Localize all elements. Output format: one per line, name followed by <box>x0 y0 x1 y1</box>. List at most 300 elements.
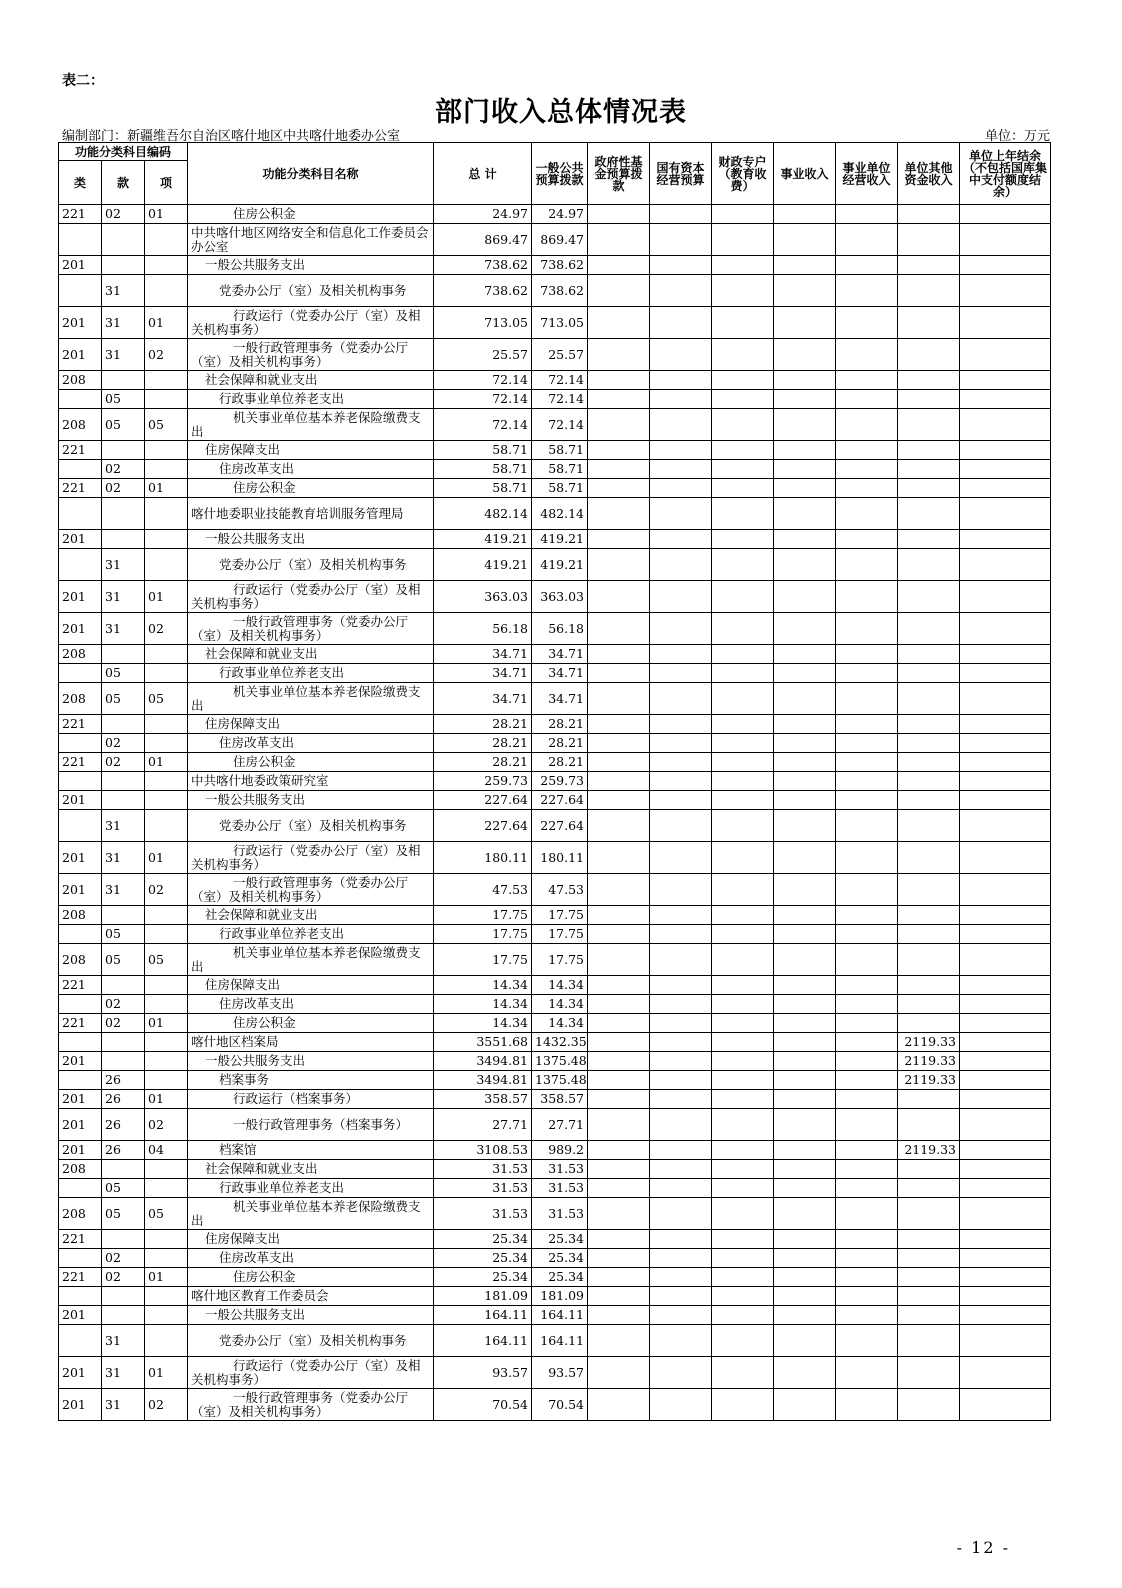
general-budget-value: 25.34 <box>532 1249 588 1268</box>
code-xiang <box>145 1287 188 1306</box>
general-budget-value: 31.53 <box>532 1198 588 1230</box>
gov-fund-value <box>588 256 650 275</box>
state-capital-value <box>650 275 712 307</box>
general-budget-value: 24.97 <box>532 205 588 224</box>
code-kuan: 31 <box>102 549 145 581</box>
state-capital-value <box>650 1109 712 1141</box>
code-kuan <box>102 715 145 734</box>
fiscal-account-value <box>712 1052 774 1071</box>
prior-balance-value <box>960 1141 1051 1160</box>
code-kuan: 05 <box>102 944 145 976</box>
gov-fund-value <box>588 530 650 549</box>
subject-name: 住房改革支出 <box>188 734 434 753</box>
prior-balance-value <box>960 1109 1051 1141</box>
subject-name: 住房公积金 <box>188 753 434 772</box>
code-xiang: 01 <box>145 479 188 498</box>
subject-name: 档案事务 <box>188 1071 434 1090</box>
total-value: 93.57 <box>434 1357 532 1389</box>
table-row <box>59 1268 1051 1287</box>
code-xiang <box>145 1160 188 1179</box>
fiscal-account-value <box>712 1249 774 1268</box>
code-kuan: 26 <box>102 1141 145 1160</box>
code-xiang: 01 <box>145 1357 188 1389</box>
code-xiang <box>145 390 188 409</box>
subject-name: 住房改革支出 <box>188 460 434 479</box>
state-capital-value <box>650 1052 712 1071</box>
table-row <box>59 944 1051 976</box>
prior-balance-value <box>960 307 1051 339</box>
general-budget-value: 27.71 <box>532 1109 588 1141</box>
state-capital-value <box>650 645 712 664</box>
total-value: 17.75 <box>434 906 532 925</box>
code-xiang <box>145 224 188 256</box>
state-capital-value <box>650 925 712 944</box>
fiscal-account-value <box>712 772 774 791</box>
operating-income-value <box>836 275 898 307</box>
table-row <box>59 1325 1051 1357</box>
code-kuan: 31 <box>102 307 145 339</box>
prior-balance-value <box>960 753 1051 772</box>
fiscal-account-value <box>712 1268 774 1287</box>
code-lei: 201 <box>59 1109 102 1141</box>
fiscal-account-value <box>712 925 774 944</box>
operating-income-value <box>836 1160 898 1179</box>
total-value: 482.14 <box>434 498 532 530</box>
code-kuan: 02 <box>102 1249 145 1268</box>
operating-income-value <box>836 1179 898 1198</box>
fiscal-account-value <box>712 339 774 371</box>
subject-name: 党委办公厅（室）及相关机构事务 <box>188 1325 434 1357</box>
table-row <box>59 1141 1051 1160</box>
code-xiang <box>145 664 188 683</box>
subject-name: 住房保障支出 <box>188 715 434 734</box>
general-budget-value: 14.34 <box>532 1014 588 1033</box>
subject-name: 行政运行（党委办公厅（室）及相关机构事务） <box>188 307 434 339</box>
fiscal-account-value <box>712 976 774 995</box>
state-capital-value <box>650 1071 712 1090</box>
business-income-value <box>774 1230 836 1249</box>
header-fiscal-account: 财政专户（教育收费） <box>712 143 774 205</box>
business-income-value <box>774 925 836 944</box>
code-kuan <box>102 645 145 664</box>
subject-name: 一般公共服务支出 <box>188 1052 434 1071</box>
code-xiang <box>145 995 188 1014</box>
total-value: 58.71 <box>434 479 532 498</box>
gov-fund-value <box>588 460 650 479</box>
total-value: 227.64 <box>434 791 532 810</box>
code-kuan: 02 <box>102 734 145 753</box>
other-income-value <box>898 810 960 842</box>
code-lei: 221 <box>59 205 102 224</box>
subject-name: 喀什地区档案局 <box>188 1033 434 1052</box>
table-row <box>59 460 1051 479</box>
operating-income-value <box>836 441 898 460</box>
gov-fund-value <box>588 1230 650 1249</box>
operating-income-value <box>836 1090 898 1109</box>
header-other-income: 单位其他资金收入 <box>898 143 960 205</box>
code-kuan: 05 <box>102 409 145 441</box>
table-row <box>59 498 1051 530</box>
gov-fund-value <box>588 1389 650 1421</box>
total-value: 25.34 <box>434 1249 532 1268</box>
general-budget-value: 72.14 <box>532 371 588 390</box>
code-kuan <box>102 1160 145 1179</box>
gov-fund-value <box>588 734 650 753</box>
state-capital-value <box>650 581 712 613</box>
state-capital-value <box>650 1033 712 1052</box>
code-lei <box>59 390 102 409</box>
gov-fund-value <box>588 275 650 307</box>
general-budget-value: 25.34 <box>532 1230 588 1249</box>
fiscal-account-value <box>712 906 774 925</box>
code-lei <box>59 460 102 479</box>
code-kuan <box>102 1306 145 1325</box>
operating-income-value <box>836 1141 898 1160</box>
business-income-value <box>774 772 836 791</box>
prior-balance-value <box>960 1014 1051 1033</box>
other-income-value <box>898 715 960 734</box>
code-kuan <box>102 498 145 530</box>
operating-income-value <box>836 1071 898 1090</box>
general-budget-value: 181.09 <box>532 1287 588 1306</box>
business-income-value <box>774 339 836 371</box>
prior-balance-value <box>960 995 1051 1014</box>
operating-income-value <box>836 1014 898 1033</box>
business-income-value <box>774 1249 836 1268</box>
table-row <box>59 224 1051 256</box>
gov-fund-value <box>588 409 650 441</box>
business-income-value <box>774 307 836 339</box>
income-table <box>58 142 1051 1421</box>
table-row <box>59 1014 1051 1033</box>
other-income-value <box>898 664 960 683</box>
other-income-value <box>898 581 960 613</box>
general-budget-value: 358.57 <box>532 1090 588 1109</box>
code-xiang <box>145 1306 188 1325</box>
business-income-value <box>774 581 836 613</box>
header-name: 功能分类科目名称 <box>188 143 434 205</box>
other-income-value <box>898 1357 960 1389</box>
code-xiang <box>145 1249 188 1268</box>
general-budget-value: 738.62 <box>532 256 588 275</box>
gov-fund-value <box>588 645 650 664</box>
business-income-value <box>774 976 836 995</box>
table-row <box>59 1179 1051 1198</box>
prior-balance-value <box>960 874 1051 906</box>
prior-balance-value <box>960 664 1051 683</box>
total-value: 3494.81 <box>434 1071 532 1090</box>
code-xiang <box>145 1052 188 1071</box>
business-income-value <box>774 613 836 645</box>
state-capital-value <box>650 715 712 734</box>
state-capital-value <box>650 995 712 1014</box>
code-lei: 201 <box>59 581 102 613</box>
total-value: 17.75 <box>434 944 532 976</box>
operating-income-value <box>836 810 898 842</box>
other-income-value <box>898 1287 960 1306</box>
code-xiang <box>145 1071 188 1090</box>
operating-income-value <box>836 1109 898 1141</box>
state-capital-value <box>650 613 712 645</box>
prior-balance-value <box>960 925 1051 944</box>
operating-income-value <box>836 498 898 530</box>
fiscal-account-value <box>712 1071 774 1090</box>
fiscal-account-value <box>712 613 774 645</box>
fiscal-account-value <box>712 1141 774 1160</box>
total-value: 31.53 <box>434 1179 532 1198</box>
total-value: 3551.68 <box>434 1033 532 1052</box>
general-budget-value: 1432.35 <box>532 1033 588 1052</box>
total-value: 17.75 <box>434 925 532 944</box>
gov-fund-value <box>588 371 650 390</box>
prior-balance-value <box>960 1052 1051 1071</box>
code-kuan: 02 <box>102 1268 145 1287</box>
code-kuan: 26 <box>102 1090 145 1109</box>
code-lei: 208 <box>59 1160 102 1179</box>
prior-balance-value <box>960 1230 1051 1249</box>
operating-income-value <box>836 995 898 1014</box>
total-value: 58.71 <box>434 441 532 460</box>
operating-income-value <box>836 530 898 549</box>
gov-fund-value <box>588 1287 650 1306</box>
fiscal-account-value <box>712 1090 774 1109</box>
header-business-income: 事业收入 <box>774 143 836 205</box>
total-value: 180.11 <box>434 842 532 874</box>
code-xiang: 02 <box>145 874 188 906</box>
table-row <box>59 664 1051 683</box>
other-income-value <box>898 1325 960 1357</box>
business-income-value <box>774 1109 836 1141</box>
subject-name: 住房公积金 <box>188 205 434 224</box>
state-capital-value <box>650 307 712 339</box>
code-xiang <box>145 275 188 307</box>
prior-balance-value <box>960 1160 1051 1179</box>
code-lei <box>59 1071 102 1090</box>
general-budget-value: 58.71 <box>532 441 588 460</box>
unit-label: 单位：万元 <box>984 129 1050 144</box>
general-budget-value: 363.03 <box>532 581 588 613</box>
general-budget-value: 28.21 <box>532 715 588 734</box>
other-income-value <box>898 275 960 307</box>
other-income-value <box>898 925 960 944</box>
state-capital-value <box>650 441 712 460</box>
code-xiang <box>145 791 188 810</box>
other-income-value <box>898 390 960 409</box>
state-capital-value <box>650 409 712 441</box>
gov-fund-value <box>588 874 650 906</box>
general-budget-value: 72.14 <box>532 390 588 409</box>
subject-name: 社会保障和就业支出 <box>188 645 434 664</box>
fiscal-account-value <box>712 791 774 810</box>
code-xiang <box>145 645 188 664</box>
subject-name: 住房保障支出 <box>188 441 434 460</box>
code-kuan <box>102 772 145 791</box>
subject-name: 行政事业单位养老支出 <box>188 1179 434 1198</box>
other-income-value <box>898 613 960 645</box>
code-kuan: 31 <box>102 1389 145 1421</box>
subject-name: 住房保障支出 <box>188 976 434 995</box>
other-income-value: 2119.33 <box>898 1033 960 1052</box>
code-lei: 201 <box>59 613 102 645</box>
other-income-value <box>898 1198 960 1230</box>
code-kuan: 31 <box>102 874 145 906</box>
gov-fund-value <box>588 390 650 409</box>
state-capital-value <box>650 530 712 549</box>
code-xiang <box>145 256 188 275</box>
state-capital-value <box>650 1389 712 1421</box>
fiscal-account-value <box>712 734 774 753</box>
code-kuan <box>102 371 145 390</box>
operating-income-value <box>836 753 898 772</box>
table-row <box>59 256 1051 275</box>
code-xiang <box>145 371 188 390</box>
table-row <box>59 1306 1051 1325</box>
total-value: 164.11 <box>434 1325 532 1357</box>
fiscal-account-value <box>712 390 774 409</box>
other-income-value: 2119.33 <box>898 1071 960 1090</box>
general-budget-value: 180.11 <box>532 842 588 874</box>
code-kuan: 05 <box>102 683 145 715</box>
gov-fund-value <box>588 810 650 842</box>
operating-income-value <box>836 1325 898 1357</box>
subject-name: 社会保障和就业支出 <box>188 906 434 925</box>
table-row <box>59 753 1051 772</box>
general-budget-value: 259.73 <box>532 772 588 791</box>
code-lei: 201 <box>59 1090 102 1109</box>
total-value: 34.71 <box>434 645 532 664</box>
state-capital-value <box>650 549 712 581</box>
gov-fund-value <box>588 224 650 256</box>
table-row <box>59 1033 1051 1052</box>
state-capital-value <box>650 1268 712 1287</box>
total-value: 47.53 <box>434 874 532 906</box>
general-budget-value: 17.75 <box>532 906 588 925</box>
table-row <box>59 925 1051 944</box>
subject-name: 一般公共服务支出 <box>188 530 434 549</box>
table-row <box>59 441 1051 460</box>
subject-name: 住房公积金 <box>188 1014 434 1033</box>
general-budget-value: 58.71 <box>532 479 588 498</box>
other-income-value <box>898 645 960 664</box>
fiscal-account-value <box>712 307 774 339</box>
total-value: 28.21 <box>434 734 532 753</box>
operating-income-value <box>836 791 898 810</box>
code-lei: 221 <box>59 479 102 498</box>
state-capital-value <box>650 842 712 874</box>
subject-name: 机关事业单位基本养老保险缴费支出 <box>188 409 434 441</box>
fiscal-account-value <box>712 1357 774 1389</box>
code-lei: 208 <box>59 1198 102 1230</box>
code-kuan: 02 <box>102 460 145 479</box>
prior-balance-value <box>960 944 1051 976</box>
state-capital-value <box>650 772 712 791</box>
table-row <box>59 791 1051 810</box>
gov-fund-value <box>588 1033 650 1052</box>
other-income-value <box>898 498 960 530</box>
subject-name: 机关事业单位基本养老保险缴费支出 <box>188 944 434 976</box>
code-kuan <box>102 906 145 925</box>
operating-income-value <box>836 1230 898 1249</box>
business-income-value <box>774 390 836 409</box>
fiscal-account-value <box>712 874 774 906</box>
general-budget-value: 419.21 <box>532 530 588 549</box>
gov-fund-value <box>588 1141 650 1160</box>
subject-name: 党委办公厅（室）及相关机构事务 <box>188 549 434 581</box>
total-value: 869.47 <box>434 224 532 256</box>
fiscal-account-value <box>712 1306 774 1325</box>
fiscal-account-value <box>712 1033 774 1052</box>
business-income-value <box>774 275 836 307</box>
subject-name: 住房公积金 <box>188 1268 434 1287</box>
operating-income-value <box>836 906 898 925</box>
general-budget-value: 56.18 <box>532 613 588 645</box>
code-lei <box>59 772 102 791</box>
code-kuan <box>102 1230 145 1249</box>
total-value: 28.21 <box>434 715 532 734</box>
state-capital-value <box>650 390 712 409</box>
state-capital-value <box>650 479 712 498</box>
code-lei: 201 <box>59 339 102 371</box>
prior-balance-value <box>960 549 1051 581</box>
fiscal-account-value <box>712 944 774 976</box>
prior-balance-value <box>960 645 1051 664</box>
business-income-value <box>774 1357 836 1389</box>
fiscal-account-value <box>712 753 774 772</box>
subject-name: 行政事业单位养老支出 <box>188 664 434 683</box>
gov-fund-value <box>588 1198 650 1230</box>
code-lei <box>59 1325 102 1357</box>
state-capital-value <box>650 1198 712 1230</box>
code-kuan <box>102 224 145 256</box>
total-value: 358.57 <box>434 1090 532 1109</box>
gov-fund-value <box>588 1052 650 1071</box>
code-xiang <box>145 441 188 460</box>
table-row <box>59 409 1051 441</box>
prior-balance-value <box>960 906 1051 925</box>
business-income-value <box>774 1141 836 1160</box>
code-lei <box>59 810 102 842</box>
subject-name: 档案馆 <box>188 1141 434 1160</box>
code-xiang: 05 <box>145 409 188 441</box>
state-capital-value <box>650 906 712 925</box>
table-row <box>59 390 1051 409</box>
business-income-value <box>774 715 836 734</box>
prior-balance-value <box>960 460 1051 479</box>
code-lei: 201 <box>59 1306 102 1325</box>
general-budget-value: 34.71 <box>532 664 588 683</box>
state-capital-value <box>650 791 712 810</box>
fiscal-account-value <box>712 498 774 530</box>
total-value: 738.62 <box>434 256 532 275</box>
table-row <box>59 645 1051 664</box>
operating-income-value <box>836 715 898 734</box>
business-income-value <box>774 874 836 906</box>
fiscal-account-value <box>712 530 774 549</box>
operating-income-value <box>836 307 898 339</box>
total-value: 713.05 <box>434 307 532 339</box>
code-lei: 201 <box>59 1141 102 1160</box>
business-income-value <box>774 1198 836 1230</box>
table-row <box>59 371 1051 390</box>
table-row <box>59 479 1051 498</box>
fiscal-account-value <box>712 1287 774 1306</box>
general-budget-value: 17.75 <box>532 925 588 944</box>
fiscal-account-value <box>712 1160 774 1179</box>
general-budget-value: 17.75 <box>532 944 588 976</box>
total-value: 72.14 <box>434 409 532 441</box>
code-lei: 208 <box>59 944 102 976</box>
business-income-value <box>774 530 836 549</box>
